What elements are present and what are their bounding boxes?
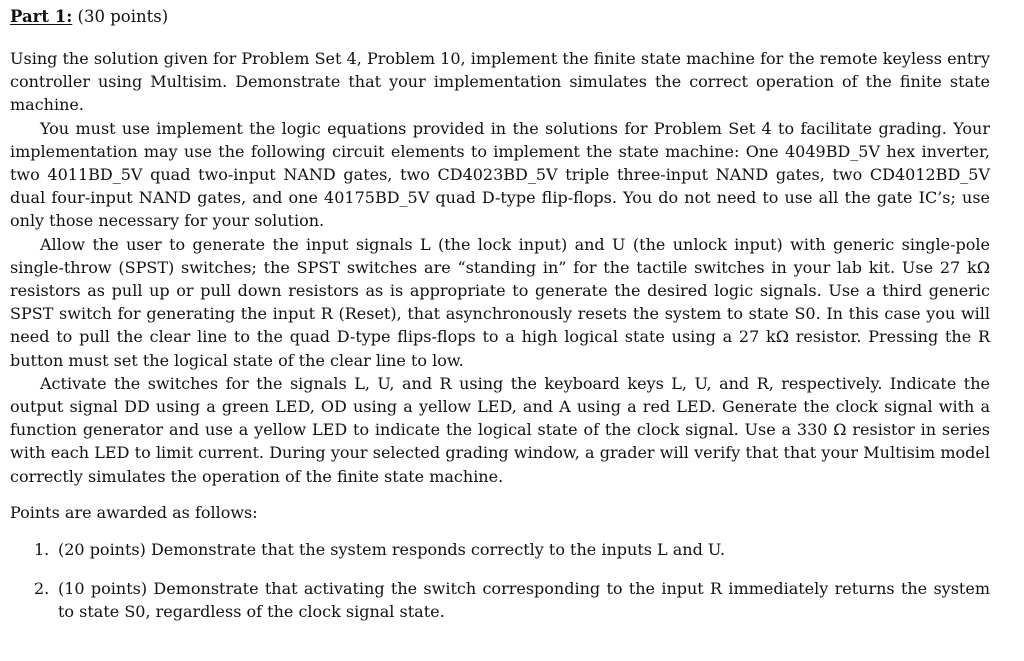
paragraph-switches: Allow the user to generate the input signals L (the lock input) and U (the unlock input) with generic single-pole single-throw (SPST) switches; the SPST switches are “standing in” for the tactile switches in your lab kit. Use 27 kΩ resistors as pull up or pull down resistors as is appropriate to generate the desired logic signals. Use a third generic SPST switch for generating the input R (Reset), that asynchronously resets the system to state S0. In this case you will need to pull the clear line to the quad D-type flips-flops to a high logical state using a 27 kΩ resistor. Pressing the R button must set the logical state of the clear line to low. [10,234,990,370]
paragraph-leds: Activate the switches for the signals L, U, and R using the keyboard keys L, U, and R, respectively. Indicate the output signal DD using a green LED, OD using a yellow LED, and A using a red LED. Generate the clock signal with a function generator and use a yellow LED to indicate the logical state of the clock signal. Use a 330 Ω resistor in series with each LED to limit current. During your selected grading window, a grader will verify that that your Multisim model correctly simulates the operation of the finite state machine. [10,373,990,486]
list-item-text: (20 points) Demonstrate that the system responds correctly to the inputs L and U. [58,539,726,559]
points-list [10,538,990,624]
paragraph-components: You must use implement the logic equations provided in the solutions for Problem Set 4 to facilitate grading. Your implementation may use the following circuit elements to implement the state machine: One 4049BD_5V hex inverter, two 4011BD_5V quad two-input NAND gates, two CD4023BD_5V triple three-input NAND gates, two CD4012BD_5V dual four-input NAND gates, and one 40175BD_5V quad D-type flip-flops. You do not need to use all the gate IC’s; use only those necessary for your solution. [10,118,990,231]
document-page [10,6,990,639]
list-item [10,577,990,623]
part-label: Part 1: [10,7,73,26]
paragraph-intro: Using the solution given for Problem Set 4, Problem 10, implement the finite state machine for the remote keyless entry controller using Multisim. Demonstrate that your implementation simulates the correct operation of the finite state machine. [10,49,990,115]
list-item-number: 1. [34,539,50,559]
points-intro: Points are awarded as follows: [10,502,258,522]
part-points: (30 points) [77,7,169,26]
part-heading [10,6,990,28]
list-item-text: (10 points) Demonstrate that activating the switch corresponding to the input R immediately returns the system to state S0, regardless of the clock signal state. [58,579,990,622]
list-item [10,538,990,561]
list-item-number: 2. [34,579,50,599]
